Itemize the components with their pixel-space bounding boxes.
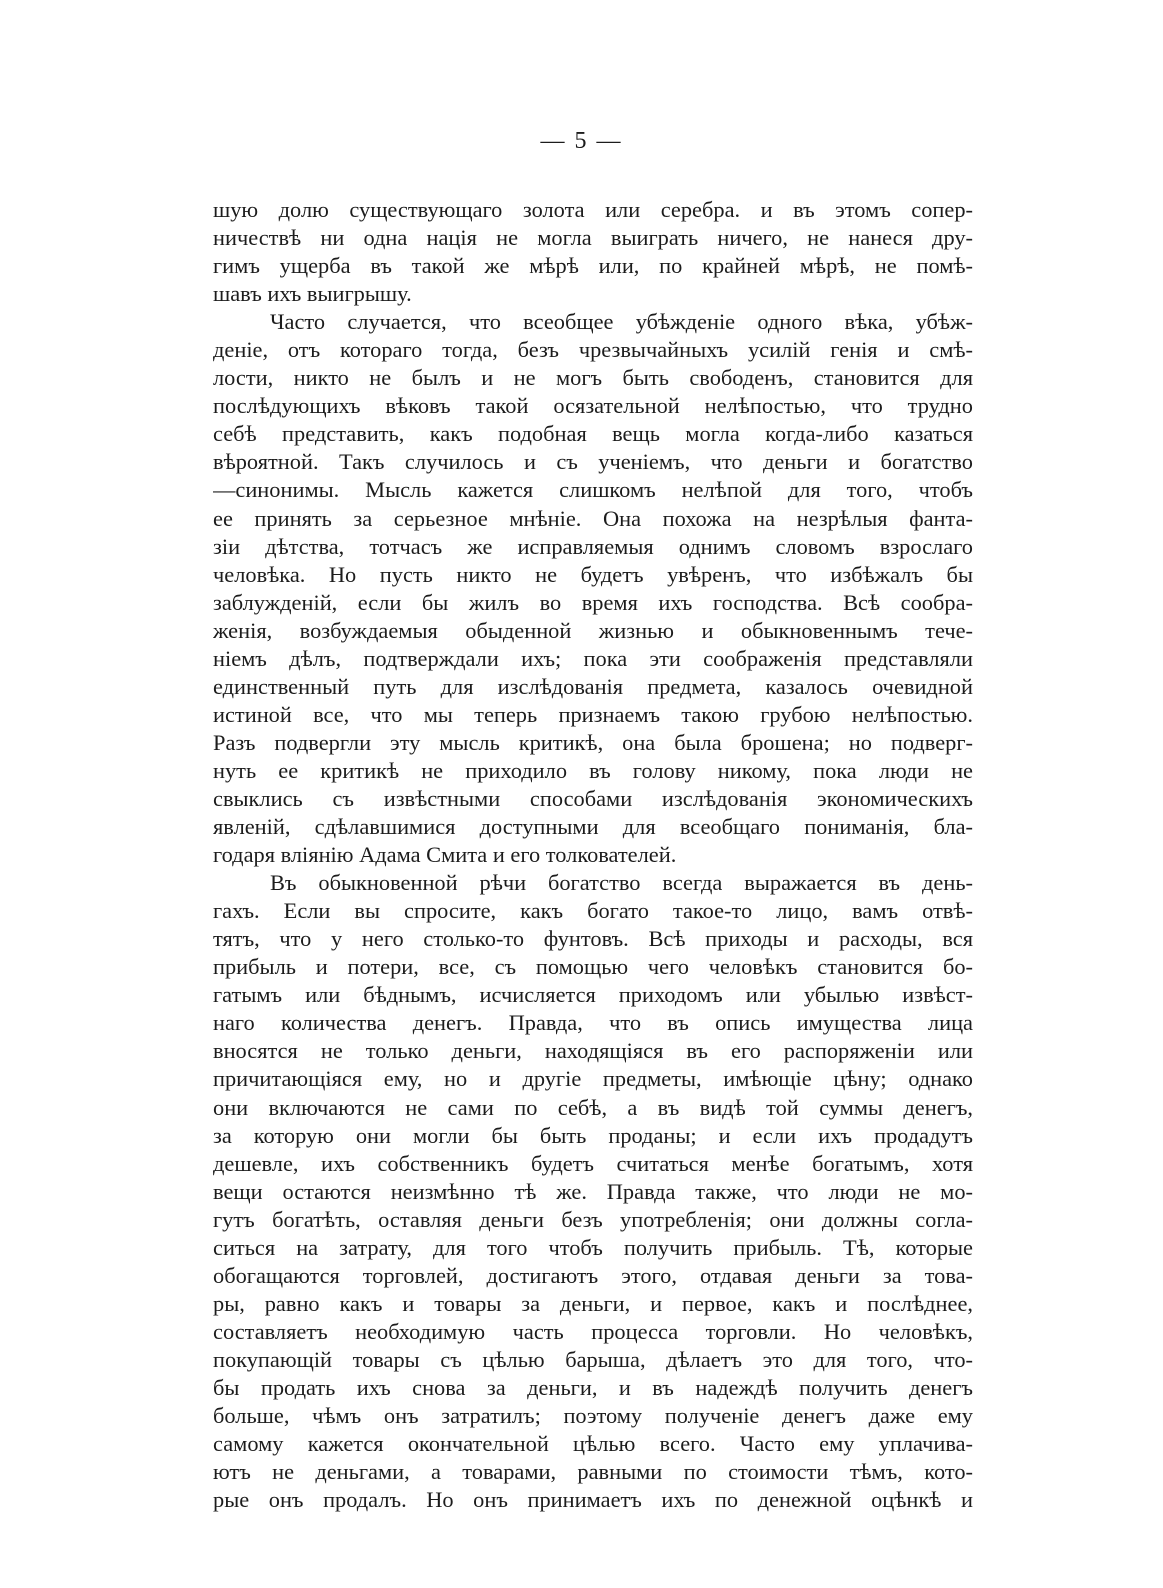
paragraph [213,308,973,869]
text-line: себѣ представить, какъ подобная вещь могла когда-либо казаться [213,421,973,447]
text-line: ее принять за серьезное мнѣніе. Она похожа на незрѣлыя фанта- [213,505,973,531]
text-line: свыклись съ извѣстными способами изслѣдованія экономическихъ [213,785,973,811]
text-line: причитающіяся ему, но и другіе предметы, имѣющіе цѣну; однако [213,1066,973,1092]
text-line: ничествѣ ни одна нація не могла выиграть ничего, не нанеся дру- [213,225,973,251]
text-line: за которую они могли бы быть проданы; и если ихъ продадутъ [213,1122,973,1148]
text-line: вносятся не только деньги, находящіяся въ его распоряженіи или [213,1038,973,1064]
text-line: шавъ ихъ выигрышу. [213,281,412,307]
text-line: ситься на затрату, для того чтобъ получить прибыль. Тѣ, которые [213,1234,973,1260]
text-line: самому кажется окончательной цѣлью всего. Часто ему уплачива- [213,1431,973,1457]
text-line: тятъ, что у него столько-то фунтовъ. Всѣ приходы и расходы, вся [213,926,973,952]
text-line: гахъ. Если вы спросите, какъ богато такое-то лицо, вамъ отвѣ- [213,898,973,924]
text-line: заблужденій, если бы жилъ во время ихъ господства. Всѣ сообра- [213,589,973,615]
text-line: послѣдующихъ вѣковъ такой осязательной нелѣпостью, что трудно [213,393,973,419]
text-line: гимъ ущерба въ такой же мѣрѣ или, по крайней мѣрѣ, не помѣ- [213,253,973,279]
text-line: нуть ее критикѣ не приходило въ голову никому, пока люди не [213,757,973,783]
text-line: —синонимы. Мысль кажется слишкомъ нелѣпой для того, чтобъ [213,477,973,503]
text-line: прибыль и потери, все, съ помощью чего человѣкъ становится бо- [213,954,973,980]
paragraph [213,869,973,1514]
text-line: гатымъ или бѣднымъ, исчисляется приходомъ или убылью извѣст- [213,982,973,1008]
text-line: Въ обыкновенной рѣчи богатство всегда выражается въ день- [270,870,973,896]
text-line: единственный путь для изслѣдованія предмета, казалось очевидной [213,673,973,699]
text-line: дешевле, ихъ собственникъ будетъ считаться менѣе богатымъ, хотя [213,1150,973,1176]
text-line: ры, равно какъ и товары за деньги, и первое, какъ и послѣднее, [213,1290,973,1316]
text-line: составляетъ необходимую часть процесса торговли. Но человѣкъ, [213,1318,973,1344]
text-line: обогащаются торговлей, достигаютъ этого, отдавая деньги за това- [213,1262,973,1288]
text-line: женія, возбуждаемыя обыденной жизнью и обыкновеннымъ тече- [213,617,973,643]
text-line: человѣка. Но пусть никто не будетъ увѣренъ, что избѣжалъ бы [213,561,973,587]
text-line: рые онъ продалъ. Но онъ принимаетъ ихъ по денежной оцѣнкѣ и [213,1487,973,1513]
text-line: гутъ богатѣть, оставляя деньги безъ употребленія; они должны согла- [213,1206,973,1232]
body-text [213,196,973,1514]
text-line: они включаются не сами по себѣ, а въ видѣ той суммы денегъ, [213,1094,973,1120]
text-line: Часто случается, что всеобщее убѣжденіе одного вѣка, убѣж- [270,309,973,335]
text-line: явленій, сдѣлавшимися доступными для всеобщаго пониманія, бла- [213,814,973,840]
text-line: годаря вліянію Адама Смита и его толкователей. [213,842,677,868]
text-line: зіи дѣтства, тотчасъ же исправляемыя однимъ словомъ взрослаго [213,533,973,559]
text-line: шую долю существующаго золота или серебра. и въ этомъ сопер- [213,197,973,222]
text-line: ютъ не деньгами, а товарами, равными по стоимости тѣмъ, кото- [213,1459,973,1485]
text-line: вѣроятной. Такъ случилось и съ ученіемъ, что деньги и богатство [213,449,973,475]
paragraph [213,196,973,308]
text-line: истиной все, что мы теперь признаемъ такою грубою нелѣпостью. [213,701,973,727]
text-line: больше, чѣмъ онъ затратилъ; поэтому полученіе денегъ даже ему [213,1403,973,1429]
page-number: — 5 — [540,128,623,154]
text-line: покупающій товары съ цѣлью барыша, дѣлаетъ это для того, что- [213,1346,973,1372]
text-line: наго количества денегъ. Правда, что въ опись имущества лица [213,1010,973,1036]
text-line: ніемъ дѣлъ, подтверждали ихъ; пока эти соображенія представляли [213,645,973,671]
text-line: деніе, отъ котораго тогда, безъ чрезвычайныхъ усилій генія и смѣ- [213,337,973,363]
text-line: Разъ подвергли эту мысль критикѣ, она была брошена; но подверг- [213,729,973,755]
text-line: лости, никто не былъ и не могъ быть свободенъ, становится для [213,365,973,391]
text-line: вещи остаются неизмѣнно тѣ же. Правда также, что люди не мо- [213,1178,973,1204]
text-line: бы продать ихъ снова за деньги, и въ надеждѣ получить денегъ [213,1374,973,1400]
